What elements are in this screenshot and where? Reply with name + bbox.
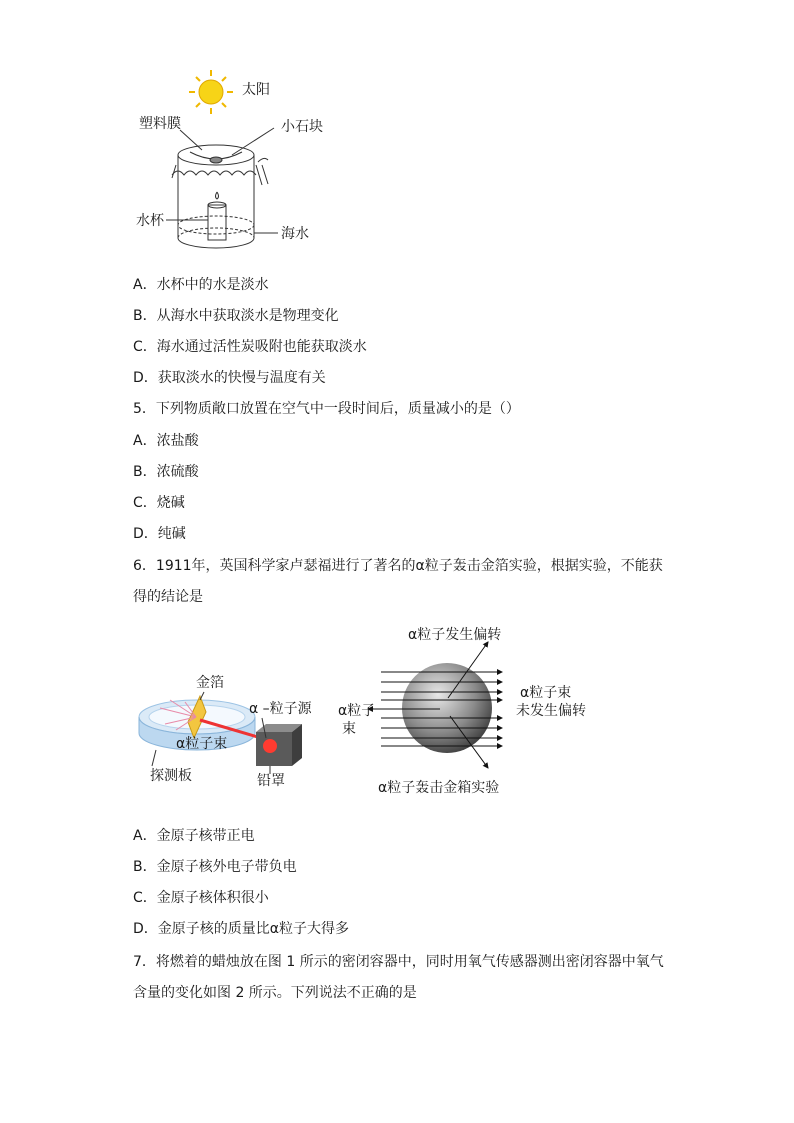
source-label: α –粒子源	[249, 701, 312, 717]
sun-icon	[189, 70, 233, 114]
foil-label: 金箔	[196, 675, 224, 691]
q5-option-b: B．浓硫酸	[133, 464, 199, 480]
gold-atom	[402, 663, 492, 753]
q4-option-b: B．从海水中获取淡水是物理变化	[133, 308, 339, 324]
desalination-figure	[0, 0, 794, 270]
seawater-label: 海水	[281, 226, 309, 242]
q6-option-c: C．金原子核体积很小	[133, 890, 269, 906]
sun-label: 太阳	[242, 82, 270, 98]
q5-option-a: A．浓盐酸	[133, 433, 199, 449]
q6-stem-line2: 得的结论是	[133, 589, 203, 605]
lead-label: 铅罩	[257, 773, 285, 789]
q6-option-a: A．金原子核带正电	[133, 828, 255, 844]
beam-label: α粒子束	[176, 736, 228, 752]
deflect-label: α粒子发生偏转	[408, 627, 502, 643]
cup-label: 水杯	[136, 213, 164, 229]
figure2-caption: α粒子轰击金箱实验	[378, 780, 500, 796]
q5-option-d: D．纯碱	[133, 526, 186, 542]
beam-right-label-2: 未发生偏转	[516, 703, 586, 719]
stone-label: 小石块	[281, 119, 323, 135]
q7-stem-line1: 7．将燃着的蜡烛放在图 1 所示的密闭容器中，同时用氧气传感器测出密闭容器中氧气	[133, 954, 664, 970]
q4-option-c: C．海水通过活性炭吸附也能获取淡水	[133, 339, 367, 355]
lead-box	[256, 724, 302, 766]
q4-option-a: A．水杯中的水是淡水	[133, 277, 269, 293]
beam-left-label-2: 束	[342, 721, 356, 737]
q6-option-b: B．金原子核外电子带负电	[133, 859, 297, 875]
q5-option-c: C．烧碱	[133, 495, 185, 511]
q6-stem-line1: 6．1911年，英国科学家卢瑟福进行了著名的α粒子轰击金箔实验，根据实验，不能获	[133, 558, 663, 574]
q6-option-d: D．金原子核的质量比α粒子大得多	[133, 921, 350, 937]
beam-left-label-1: α粒子	[338, 703, 376, 719]
q4-option-d: D．获取淡水的快慢与温度有关	[133, 370, 326, 386]
detector-label: 探测板	[150, 768, 192, 784]
q7-stem-line2: 含量的变化如图 2 所示。下列说法不正确的是	[133, 985, 417, 1001]
beam-right-label-1: α粒子束	[520, 685, 572, 701]
glass-jar	[166, 128, 278, 248]
q5-stem: 5．下列物质敞口放置在空气中一段时间后，质量减小的是（）	[133, 401, 520, 417]
film-label: 塑料膜	[139, 116, 181, 132]
